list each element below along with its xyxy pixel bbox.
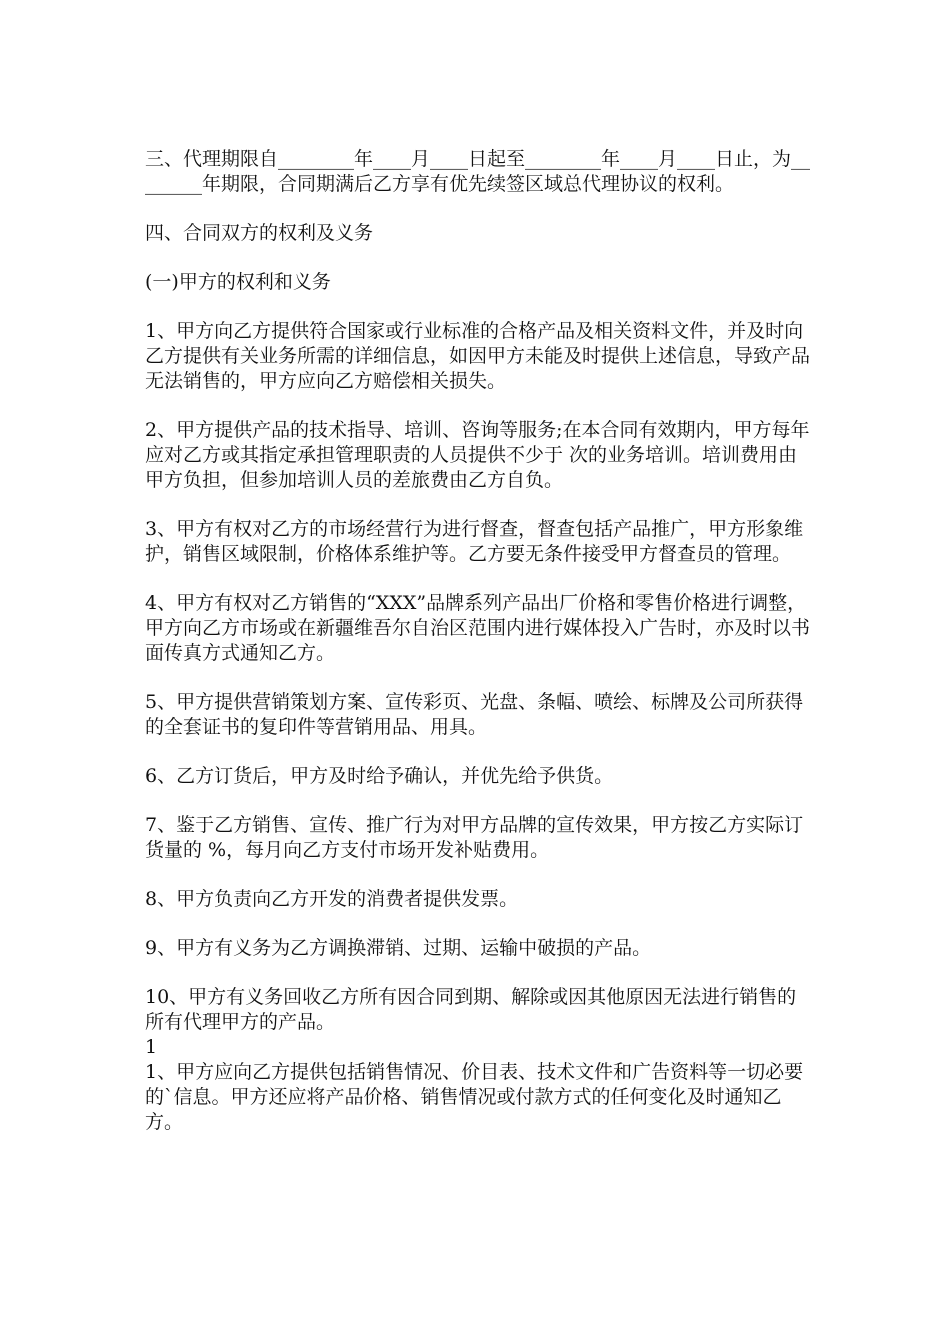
clause-item-5: 5、甲方提供营销策划方案、宣传彩页、光盘、条幅、喷绘、标牌及公司所获得的全套证书的复印件等营销用品、用具。 (145, 691, 804, 738)
document-page (145, 147, 810, 1135)
clause-agency-term: 三、代理期限自________年____月____日起至________年____月____日止，为________年期限，合同期满后乙方享有优先续签区域总代理协议的权利。 (145, 148, 811, 195)
clause-item-6: 6、乙方订货后，甲方及时给予确认，并优先给予供货。 (145, 765, 614, 787)
clause-item-8: 8、甲方负责向乙方开发的消费者提供发票。 (145, 888, 519, 910)
page-number: 1 (145, 1036, 158, 1058)
clause-item-3: 3、甲方有权对乙方的市场经营行为进行督查，督查包括产品推广，甲方形象维护，销售区域限制，价格体系维护等。乙方要无条件接受甲方督查员的管理。 (145, 518, 804, 565)
clause-item-9: 9、甲方有义务为乙方调换滞销、过期、运输中破损的产品。 (145, 937, 652, 959)
clause-item-10: 10、甲方有义务回收乙方所有因合同到期、解除或因其他原因无法进行销售的所有代理甲方的产品。 (145, 986, 797, 1033)
clause-item-2: 2、甲方提供产品的技术指导、培训、咨询等服务;在本合同有效期内，甲方每年应对乙方或其指定承担管理职责的人员提供不少于 次的业务培训。培训费用由甲方负担，但参加培训人员的差旅费由乙方自负。 (145, 419, 810, 491)
clause-item-4: 4、甲方有权对乙方销售的“XXX”品牌系列产品出厂价格和零售价格进行调整，甲方向乙方市场或在新疆维吾尔自治区范围内进行媒体投入广告时，亦及时以书面传真方式通知乙方。 (145, 592, 811, 664)
clause-item-1: 1、甲方向乙方提供符合国家或行业标准的合格产品及相关资料文件，并及时向乙方提供有关业务所需的详细信息，如因甲方未能及时提供上述信息，导致产品无法销售的，甲方应向乙方赔偿相关损失。 (145, 320, 811, 392)
clause-item-1-repeat: 1、甲方应向乙方提供包括销售情况、价目表、技术文件和广告资料等一切必要的`信息。甲方还应将产品价格、销售情况或付款方式的任何变化及时通知乙方。 (145, 1061, 804, 1133)
clause-item-7: 7、鉴于乙方销售、宣传、推广行为对甲方品牌的宣传效果，甲方按乙方实际订货量的 %，每月向乙方支付市场开发补贴费用。 (145, 814, 804, 861)
section-heading-rights-obligations: 四、合同双方的权利及义务 (145, 222, 374, 244)
subsection-heading-party-a: (一)甲方的权利和义务 (145, 271, 331, 293)
